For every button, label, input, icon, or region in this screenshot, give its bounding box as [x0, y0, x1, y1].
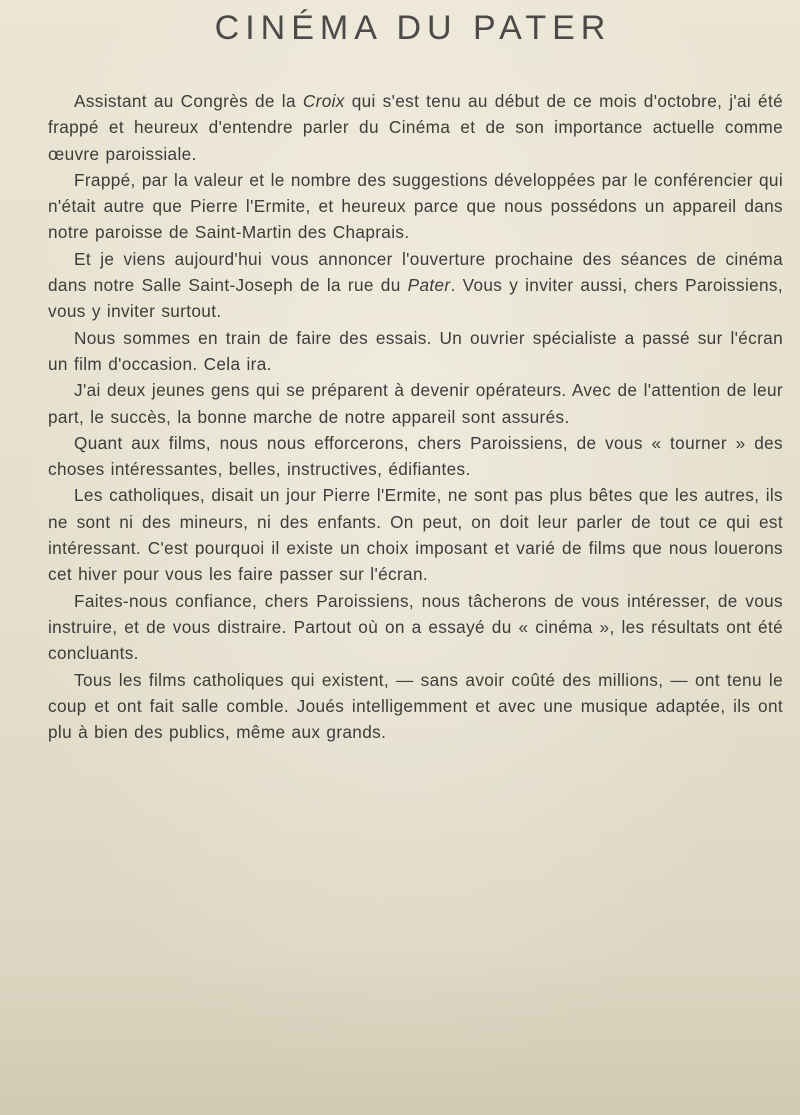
paragraph-text: Quant aux films, nous nous efforcerons, chers Paroissiens, de vous « tourner » des choses intéressantes, belles, instructives, édifiantes. — [48, 432, 783, 480]
paragraph — [48, 588, 783, 667]
italic-text: Pater — [407, 275, 451, 296]
italic-text: Croix — [302, 91, 345, 111]
paragraph — [48, 88, 783, 167]
article-body — [48, 88, 783, 745]
paragraph-text: Les catholiques, disait un jour Pierre l'Ermite, ne sont pas plus bêtes que les autres, ils ne sont ni des mineurs, ni des enfants. On peut, on doit leur parler de tout ce qui est intéressant. C'est pourquoi il existe un choix imposant et varié de films que nous louerons cet hiver pour vous les faire passer sur l'écran. — [48, 485, 783, 585]
paragraph — [48, 167, 783, 246]
paragraph-text: Et je viens aujourd'hui vous annoncer l'ouverture prochaine des séances de cinéma dans notre Salle Saint-Joseph de la rue du — [48, 248, 783, 296]
paragraph — [48, 667, 783, 746]
paragraph-text: Nous sommes en train de faire des essais. Un ouvrier spécialiste a passé sur l'écran un film d'occasion. Cela ira. — [48, 327, 783, 374]
paragraph — [48, 325, 783, 378]
paragraph — [48, 246, 783, 325]
paragraph-text: Faites-nous confiance, chers Paroissiens, nous tâcherons de vous intéresser, de vous instruire, et de vous distraire. Partout où on a essayé du « cinéma », les résultats ont été concluants. — [48, 590, 783, 664]
paragraph-text: Tous les films catholiques qui existent, — sans avoir coûté des millions, — ont tenu le coup et ont fait salle comble. Joués intelligemment et avec une musique adaptée, ils ont plu à bien des publics, même aux grands. — [48, 669, 783, 743]
paragraph-text: J'ai deux jeunes gens qui se préparent à devenir opérateurs. Avec de l'attention de leur part, le succès, la bonne marche de notre appareil sont assurés. — [48, 380, 783, 427]
paragraph-text: Frappé, par la valeur et le nombre des suggestions développées par le conférencier qui n'était autre que Pierre l'Ermite, et heureux parce que nous possédons un appareil dans notre paroisse de Saint-Martin des Chaprais. — [48, 169, 783, 243]
paragraph — [48, 430, 783, 483]
paragraph-text: . Vous y inviter aussi, chers Paroissiens, vous y inviter surtout. — [48, 275, 783, 322]
paragraph-text: qui s'est tenu au début de ce mois d'octobre, j'ai été frappé et heureux d'entendre parler du Cinéma et de son importance actuelle comme œuvre paroissiale. — [48, 91, 783, 164]
paragraph-text: Assistant au Congrès de la — [74, 91, 303, 111]
paragraph — [48, 482, 783, 587]
article-title: CINÉMA DU PATER — [214, 9, 612, 47]
paragraph — [48, 377, 783, 430]
